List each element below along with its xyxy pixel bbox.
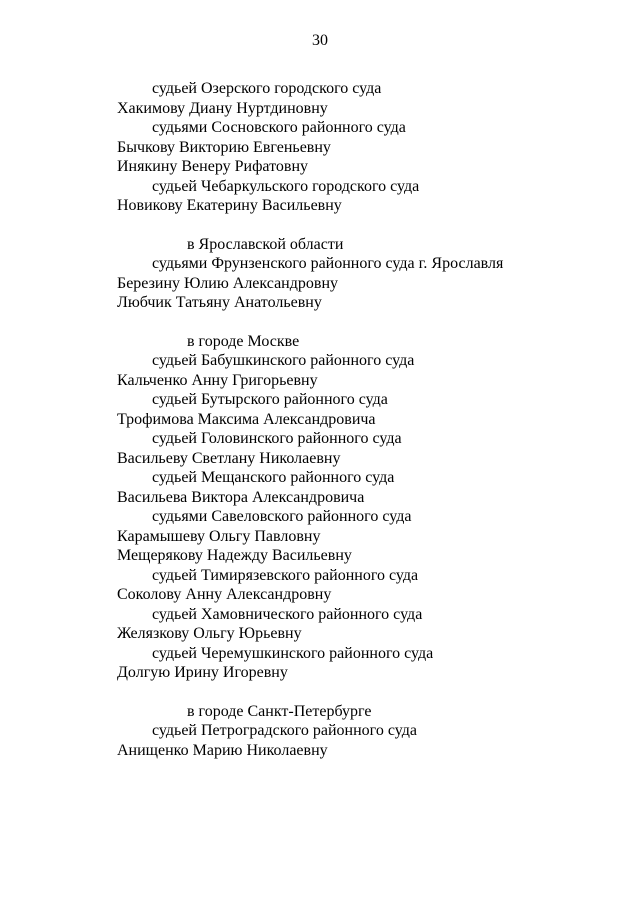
section-spacer [0, 683, 640, 702]
court-position-line: судьей Хамовнического районного суда [152, 605, 423, 623]
judge-name-line: Березину Юлию Александровну [117, 274, 338, 292]
judge-name-line: Васильеву Светлану Николаевну [117, 449, 341, 467]
judge-name-line: Новикову Екатерину Васильевну [117, 197, 342, 214]
court-position-line: судьей Тимирязевского районного суда [152, 566, 419, 584]
court-position-line: судьями Фрунзенского районного суда г. Ярославля [152, 255, 504, 272]
court-position-line: судьей Бутырского районного суда [152, 391, 388, 408]
court-position-line: судьей Бабушкинского районного суда [152, 352, 415, 369]
appointment-section [0, 313, 640, 683]
judge-name-line: Мещерякову Надежду Васильевну [117, 547, 352, 564]
judge-name-line: Желязкову Ольгу Юрьевну [117, 625, 302, 642]
court-position-line: судьей Головинского районного суда [152, 430, 402, 447]
judge-name-line: Соколову Анну Александровну [117, 586, 332, 603]
appointment-section [0, 79, 640, 216]
region-heading: в городе Санкт-Петербурге [187, 702, 372, 720]
court-position-line: судьей Черемушкинского районного суда [152, 644, 434, 662]
judge-name-line: Долгую Ирину Игоревну [117, 664, 288, 681]
judge-name-line: Хакимову Диану Нуртдиновну [117, 99, 328, 117]
section-spacer [0, 313, 640, 332]
region-heading: в Ярославской области [187, 235, 344, 253]
judge-name-line: Бычкову Викторию Евгеньевну [117, 138, 331, 156]
judge-name-line: Трофимова Максима Александровича [117, 410, 376, 428]
court-position-line: судьями Сосновского районного суда [152, 119, 406, 136]
judge-name-line: Васильева Виктора Александровича [117, 488, 365, 506]
appointment-section [0, 216, 640, 313]
court-position-line: судьей Чебаркульского городского суда [152, 177, 420, 195]
judge-name-line: Анищенко Марию Николаевну [117, 741, 328, 759]
section-spacer [0, 216, 640, 235]
court-position-line: судьями Савеловского районного суда [152, 508, 412, 525]
court-position-line: судьей Петроградского районного суда [152, 722, 417, 739]
judge-name-line: Кальченко Анну Григорьевну [117, 371, 318, 389]
judge-name-line: Любчик Татьяну Анатольевну [117, 294, 322, 311]
region-heading: в городе Москве [187, 332, 300, 350]
court-position-line: судьей Озерского городского суда [152, 80, 382, 97]
page-number: 30 [312, 32, 328, 49]
court-position-line: судьей Мещанского районного суда [152, 469, 395, 486]
judge-name-line: Инякину Венеру Рифатовну [117, 158, 309, 175]
document-body [0, 79, 640, 760]
judge-name-line: Карамышеву Ольгу Павловну [117, 527, 321, 545]
appointment-section [0, 683, 640, 761]
